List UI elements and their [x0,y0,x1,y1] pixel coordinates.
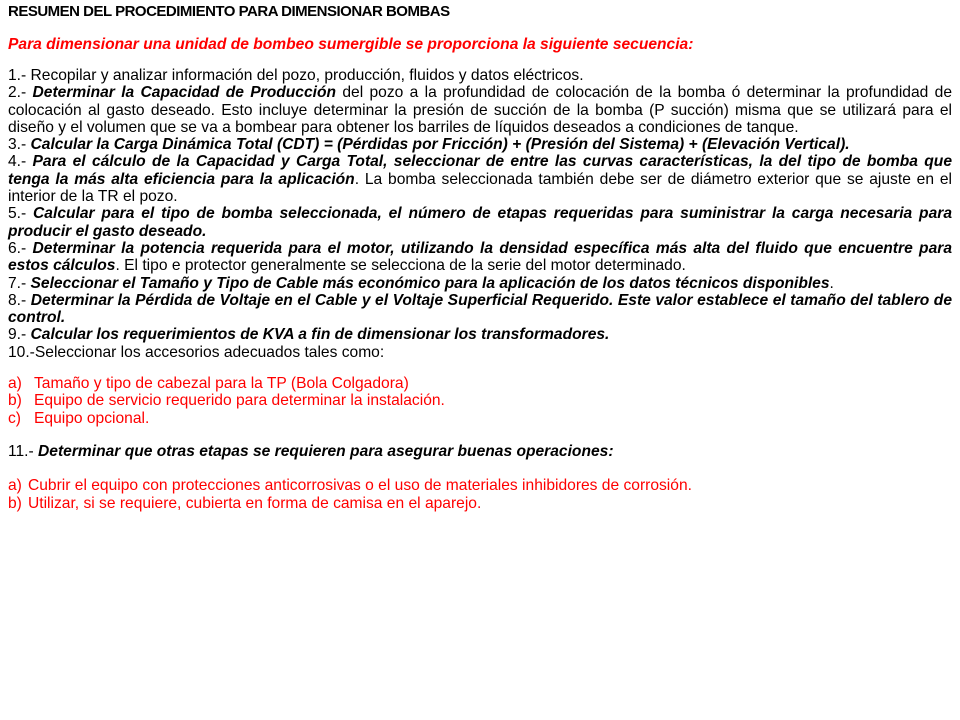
list-marker: b) [8,392,22,410]
document-page [8,3,952,512]
list-item-text: Equipo de servicio requerido para determinar la instalación. [34,392,445,410]
step-number: 6.- [8,239,33,257]
list-marker: a) [8,375,22,393]
step-number: 9.- [8,326,31,344]
step-text: . El tipo e protector generalmente se selecciona de la serie del motor determinado. [115,257,686,275]
step-text-emphasis: Seleccionar el Tamaño y Tipo de Cable más económico para la aplicación de los datos técnicos disponibles [30,274,830,292]
operations-list [8,477,952,512]
list-item-text: Utilizar, si se requiere, cubierta en forma de camisa en el aparejo. [28,494,482,512]
step-item [8,153,952,205]
step-number: 5.- [8,205,34,223]
list-item [8,392,952,409]
list-marker: b) [8,494,22,512]
list-item [8,410,952,427]
step-number: 1.- [8,67,31,84]
step-text-emphasis: Determinar la Capacidad de Producción [32,84,337,102]
step-text-emphasis: Para el cálculo de la Capacidad y Carga Total, seleccionar de entre las curvas características, la del tipo de bomba que tenga la más alta eficiencia para la aplicación [8,153,953,188]
step-item [8,136,952,153]
list-item [8,477,952,494]
step-item [8,292,952,327]
step-item-11 [8,443,952,460]
step-text: Seleccionar los accesorios adecuados tales como: [34,343,385,361]
list-item [8,495,952,512]
accessories-list [8,375,952,427]
intro-text: Para dimensionar una unidad de bombeo sumergible se proporciona la siguiente secuencia: [8,36,694,53]
list-item-text: Tamaño y tipo de cabezal para la TP (Bola Colgadora) [34,375,409,393]
list-item-text: Cubrir el equipo con protecciones anticorrosivas o el uso de materiales inhibidores de corrosión. [28,477,692,495]
step-text: . [829,274,834,292]
list-item [8,375,952,392]
step-number: 10.- [8,343,35,361]
step-item [8,67,952,84]
list-item-text: Equipo opcional. [34,409,150,427]
step-text: Recopilar y analizar información del pozo, producción, fluidos y datos eléctricos. [30,67,584,84]
step-number: 11.- [8,442,39,460]
step-item [8,275,952,292]
step-number: 3.- [8,136,31,154]
step-text-emphasis: Calcular para el tipo de bomba seleccionada, el número de etapas requeridas para suministrar la carga necesaria para producir el gasto deseado. [8,205,952,240]
step-number: 8.- [8,291,31,309]
step-number: 7.- [8,274,31,292]
step-number: 4.- [8,153,33,171]
step-text: . La bomba seleccionada también debe ser de diámetro exterior que se ajuste en el interior de la TR el pozo. [8,170,952,206]
step-item [8,84,952,136]
step-item [8,344,952,361]
step-text-emphasis: Calcular la Carga Dinámica Total (CDT) = (Pérdidas por Fricción) + (Presión del Sistema) + (Elevación Vertical). [30,136,850,154]
step-item [8,326,952,343]
step-number: 2.- [8,84,33,102]
step-list [8,67,952,361]
step-text-emphasis: Determinar que otras etapas se requieren para asegurar buenas operaciones: [38,442,614,460]
step-item [8,205,952,240]
step-text-emphasis: Calcular los requerimientos de KVA a fin de dimensionar los transformadores. [30,326,610,344]
step-item [8,240,952,275]
step-text-emphasis: Determinar la potencia requerida para el motor, utilizando la densidad específica más alta del fluido que encuentre para estos cálculos [8,239,952,275]
step-text-emphasis: Determinar la Pérdida de Voltaje en el Cable y el Voltaje Superficial Requerido. Este valor establece el tamaño del tablero de control. [8,291,953,327]
step-text: del pozo a la profundidad de colocación de la bomba ó determinar la profundidad de colocación al gasto deseado. Esto incluye determinar la presión de succión de la bomba (P succión) misma que se utilizará para el diseño y el volumen que se va a bombear para obtener los barriles de líquidos deseados a condiciones de tanque. [8,84,952,136]
list-marker: c) [8,409,21,427]
list-marker: a) [8,477,22,495]
document-title: RESUMEN DEL PROCEDIMIENTO PARA DIMENSIONAR BOMBAS [8,3,450,20]
